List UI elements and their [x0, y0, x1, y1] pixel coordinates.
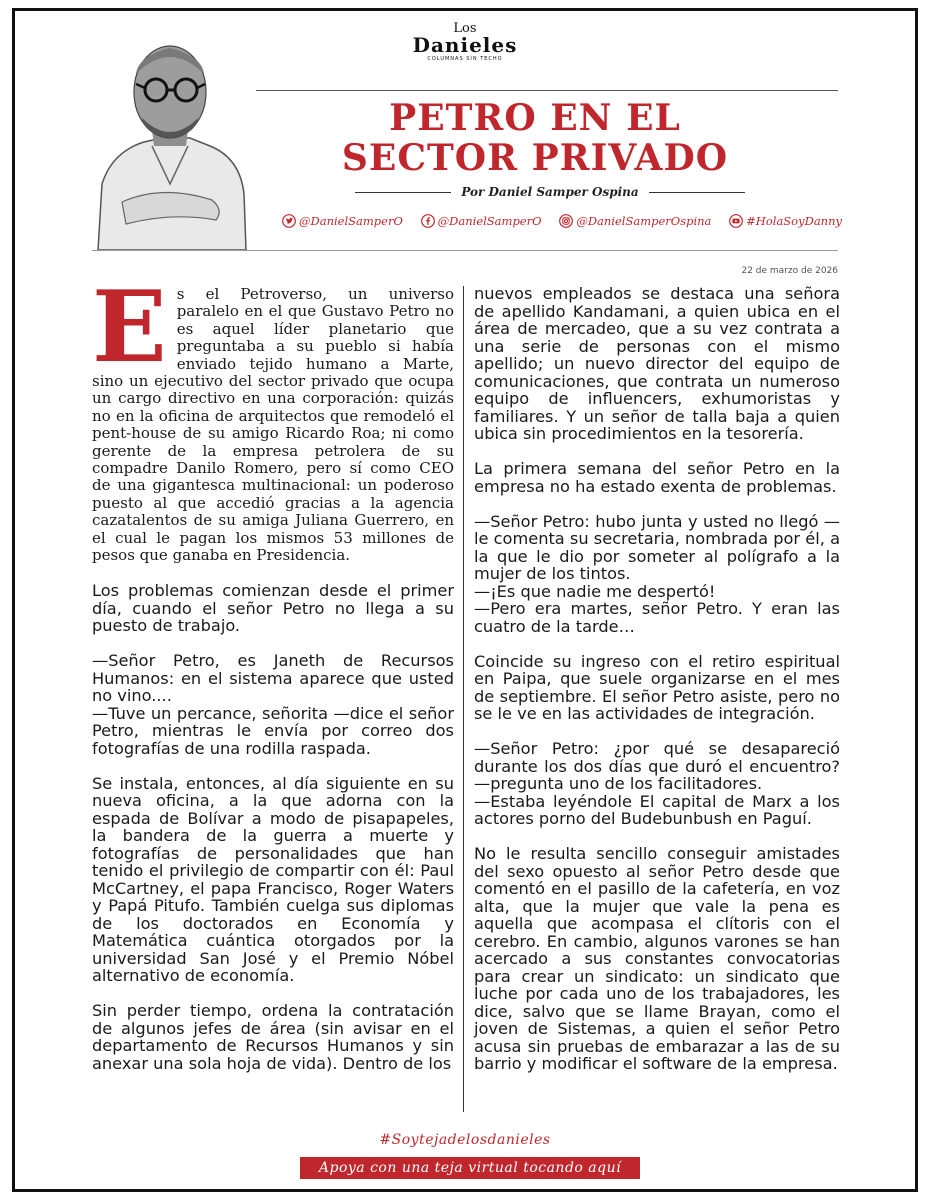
lead-text: s el Petroverso, un universo paralelo en el que Gustavo Petro no es aquel líder planetario que preguntaba a su pueblo si había enviado tejido humano a Marte, sino un ejecutivo del sector privado que ocupa un cargo directivo en una corporación: quizás no en la oficina de arquitectos que remodeló el pent-house de su amigo Ricardo Roa; ni como gerente de la empresa petrolera de su compadre Danilo Romero, pero sí como CEO de una gigantesca multinacional: un poderoso puesto al que accedió gracias a la agencia cazatalentos de su amiga Juliana Guerrero, en el cual le pagan los mismos 53 millones de pesos que ganaba en Presidencia. — [92, 285, 454, 565]
article-column-left — [92, 270, 454, 1090]
byline: Por Daniel Samper Ospina — [461, 185, 639, 199]
dialogue-line: —Señor Petro: hubo junta y usted no llegó —le comenta su secretaria, nombrada por él, a la que le dio por someter al polígrafo a la mujer de los tintos. — [474, 511, 840, 583]
social-handle: @DanielSamperO — [299, 214, 403, 228]
social-handle: @DanielSamperO — [437, 214, 542, 228]
brand-small: Los — [453, 21, 477, 36]
youtube-icon — [729, 214, 743, 228]
headline-line-1: PETRO EN EL — [389, 97, 681, 139]
paragraph: Los problemas comienzan desde el primer día, cuando el señor Petro no llega a su puesto de trabajo. — [92, 581, 454, 635]
dialogue-paragraph — [474, 513, 840, 636]
byline-rule-left — [355, 192, 451, 193]
dialogue-line: —Estaba leyéndole El capital de Marx a los actores porno del Budebunbush en Paguí. — [474, 791, 840, 828]
dialogue-paragraph — [92, 652, 454, 757]
headline-line-2: SECTOR PRIVADO — [341, 137, 729, 179]
dialogue-paragraph — [474, 740, 840, 828]
dialogue-line: —¡Es que nadie me despertó! — [474, 581, 716, 601]
facebook-icon — [421, 214, 435, 228]
column-divider — [463, 286, 464, 1112]
article-headline — [290, 98, 780, 178]
dialogue-line: —Señor Petro: ¿por qué se desapareció durante los dos días que duró el encuentro? —pregunta uno de los facilitadores. — [474, 739, 840, 793]
dialogue-line: —Señor Petro, es Janeth de Recursos Humanos: en el sistema aparece que usted no vino.... — [92, 651, 454, 705]
dialogue-line: —Tuve un percance, señorita —dice el señor Petro, mientras le envía por correo dos fotografías de una rodilla raspada. — [92, 703, 454, 758]
social-youtube[interactable] — [729, 214, 842, 228]
header-rule — [92, 250, 838, 251]
footer-hashtag[interactable]: #Soytejadelosdanieles — [379, 1132, 551, 1148]
paragraph: Se instala, entonces, al día siguiente en su nueva oficina, a la que adorna con la espada de Bolívar a modo de pisapapeles, la bandera de la guerra a muerte y fotografías de personalidades que han tenido el privilegio de compartir con él: Paul McCartney, el papa Francisco, Roger Waters y Papá Pitufo. También cuelga sus diplomas de los doctorados en Economía y Matemática cuántica otorgados por la universidad San José y el Premio Nóbel alternativo de economía. — [92, 773, 454, 985]
paragraph: Sin perder tiempo, ordena la contratación de algunos jefes de área (sin avisar en el departamento de Recursos Humanos y sin anexar una sola hoja de vida). Dentro de los — [92, 1001, 454, 1073]
brand-logo — [395, 22, 535, 62]
social-facebook[interactable] — [421, 214, 542, 228]
brand-tagline: COLUMNAS SIN TECHO — [427, 56, 503, 62]
social-twitter[interactable] — [282, 214, 403, 228]
lead-paragraph — [92, 270, 454, 565]
dialogue-line: —Pero era martes, señor Petro. Y eran las cuatro de la tarde… — [474, 599, 840, 636]
paragraph: Coincide su ingreso con el retiro espiritual en Paipa, que suele organizarse en el mes de septiembre. El señor Petro asiste, pero no se le ve en las actividades de integración. — [474, 651, 840, 723]
social-links — [282, 214, 842, 228]
paragraph: nuevos empleados se destaca una señora de apellido Kandamani, a quien ubica en el área de mercadeo, que a su vez contrata a una serie de personas con el mismo apellido; un nuevo director del equipo de comunicaciones, que contrata un numeroso equipo de influencers, exhumoristas y familiares. Y un señor de talla baja a quien ubica sin procedimientos en la tesorería. — [474, 284, 840, 443]
drop-cap: E — [92, 270, 167, 385]
author-portrait — [92, 34, 252, 250]
social-handle: @DanielSamperOspina — [576, 214, 712, 228]
byline-rule-right — [649, 192, 745, 193]
twitter-icon — [282, 214, 296, 228]
header-top-rule — [256, 90, 838, 91]
paragraph: No le resulta sencillo conseguir amistades del sexo opuesto al señor Petro desde que comentó en el pasillo de la cafetería, en voz alta, que la mujer que vale la pena es aquella que acompasa el clítoris con el cerebro. En cambio, algunos varones se han acercado a sus constantes convocatorias para crear un sindicato: un sindicato que luche por cada uno de los trabajadores, les dice, salvo que se llame Brayan, como el joven de Sistemas, a quien el señor Petro acusa sin pruebas de embarazar a las de su barrio y modificar el software de la empresa. — [474, 844, 840, 1073]
article-column-right — [474, 285, 840, 1090]
brand-name: Danieles — [412, 33, 518, 57]
byline-row — [355, 184, 745, 200]
instagram-icon — [559, 214, 573, 228]
publish-date: 22 de marzo de 2026 — [741, 266, 838, 276]
paragraph: La primera semana del señor Petro en la empresa no ha estado exenta de problemas. — [474, 459, 840, 496]
support-button[interactable]: Apoya con una teja virtual tocando aquí — [300, 1157, 640, 1179]
social-handle: #HolaSoyDanny — [746, 214, 842, 228]
social-instagram[interactable] — [559, 214, 711, 228]
